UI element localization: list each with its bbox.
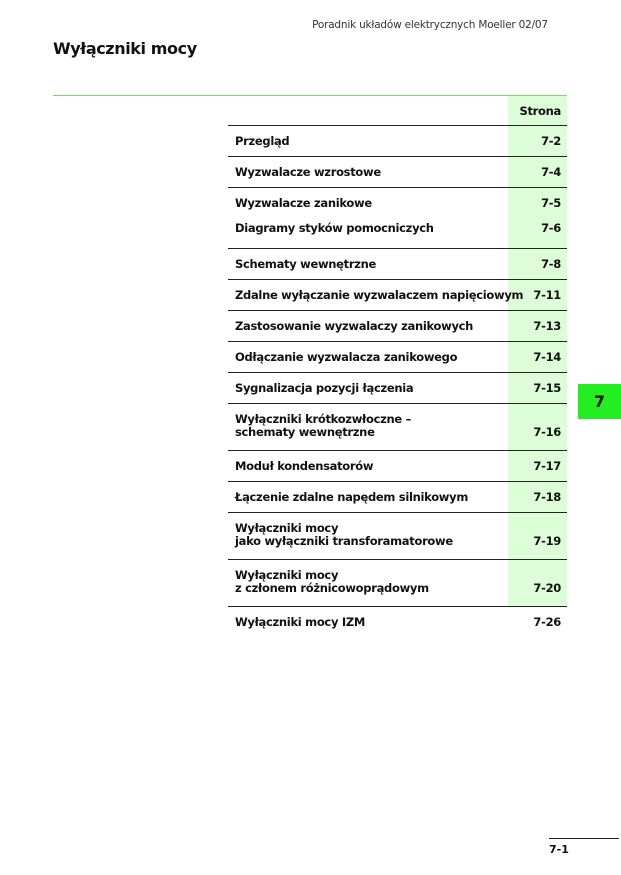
toc-entry[interactable] — [228, 373, 567, 404]
toc-entry[interactable] — [228, 482, 567, 513]
page-title: Wyłączniki mocy — [53, 39, 197, 58]
toc-entry[interactable] — [228, 607, 567, 637]
toc-entry-title: Zdalne wyłączanie wyzwalaczem napięciowym — [235, 288, 524, 302]
toc-entry[interactable] — [228, 126, 567, 157]
page-number: 7-1 — [549, 843, 569, 856]
toc-entry-title: Wyzwalacze zanikowe — [235, 196, 372, 210]
toc-entry-title: Odłączanie wyzwalacza zanikowego — [235, 350, 458, 364]
toc-entry-page: 7-26 — [533, 615, 561, 629]
page-column-header: Strona — [519, 104, 561, 118]
toc-entry-page: 7-4 — [541, 165, 561, 179]
toc-entry-page: 7-14 — [533, 350, 561, 364]
toc-entry-page: 7-17 — [533, 459, 561, 473]
toc-entry-page: 7-16 — [533, 425, 561, 439]
toc-entry-title: Moduł kondensatorów — [235, 459, 374, 473]
toc-entry-page: 7-13 — [533, 319, 561, 333]
toc-entry[interactable] — [228, 404, 567, 451]
toc-entry[interactable] — [228, 560, 567, 607]
toc-entry-title: Zastosowanie wyzwalaczy zanikowych — [235, 319, 474, 333]
running-header: Poradnik układów elektrycznych Moeller 02/07 — [312, 19, 548, 31]
table-of-contents — [228, 96, 567, 637]
toc-entry[interactable] — [228, 249, 567, 280]
toc-entry[interactable] — [228, 280, 567, 311]
toc-entry-title: Łączenie zdalne napędem silnikowym — [235, 490, 469, 504]
toc-entry-page: 7-2 — [541, 134, 561, 148]
toc-entry[interactable] — [228, 342, 567, 373]
toc-entry[interactable] — [228, 451, 567, 482]
toc-entry-page: 7-19 — [533, 534, 561, 548]
toc-entry-title: schematy wewnętrzne — [235, 425, 375, 439]
toc-entry[interactable] — [228, 157, 567, 188]
toc-entry-title: Wyzwalacze wzrostowe — [235, 165, 381, 179]
toc-entry-page: 7-11 — [533, 288, 561, 302]
toc-entry-title: Wyłączniki mocy — [235, 521, 339, 535]
toc-entry[interactable] — [228, 513, 567, 560]
toc-entry-title: Wyłączniki mocy IZM — [235, 615, 366, 629]
toc-entry-title: Wyłączniki krótkozwłoczne – — [235, 412, 412, 426]
toc-entry-title: Sygnalizacja pozycji łączenia — [235, 381, 414, 395]
toc-entry-page: 7-15 — [533, 381, 561, 395]
toc-entry-title: Wyłączniki mocy — [235, 568, 339, 582]
toc-entry-page: 7-18 — [533, 490, 561, 504]
toc-entry-page: 7-8 — [541, 257, 561, 271]
toc-entry-title: Przegląd — [235, 134, 290, 148]
toc-entry[interactable] — [228, 311, 567, 342]
footer-divider — [549, 838, 619, 839]
toc-entry-page: 7-6 — [541, 221, 561, 235]
toc-entry-title: Schematy wewnętrzne — [235, 257, 377, 271]
toc-entry-title: jako wyłączniki transforamatorowe — [235, 534, 453, 548]
toc-entry-page: 7-20 — [533, 581, 561, 595]
toc-entry[interactable] — [228, 188, 567, 249]
toc-header — [228, 96, 567, 126]
toc-entry-title: Diagramy styków pomocniczych — [235, 221, 434, 235]
toc-entry-page: 7-5 — [541, 196, 561, 210]
chapter-tab[interactable]: 7 — [578, 384, 621, 419]
toc-entry-title: z członem różnicowoprądowym — [235, 581, 429, 595]
toc-rows — [228, 126, 567, 637]
